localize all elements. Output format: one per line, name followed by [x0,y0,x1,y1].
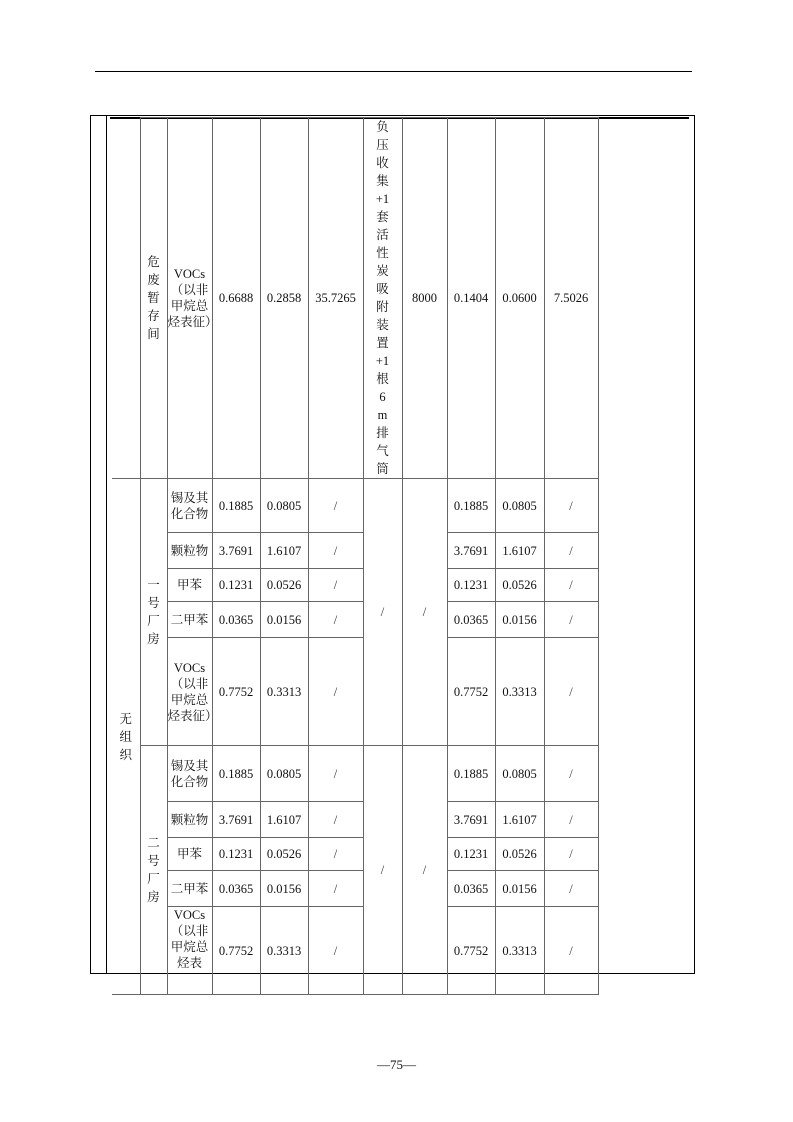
generation-cell: 0.0365 [212,602,260,638]
concentration-cell: / [308,746,363,802]
measure-cell: / [363,746,402,995]
emission-cell: 0.0365 [447,602,495,638]
pollutant-cell: 甲苯 [167,838,212,871]
table-frame-inner-line [106,115,107,974]
concentration-cell: / [308,533,363,569]
rate-cell: 0.2858 [260,118,308,479]
rate-cell: 1.6107 [260,533,308,569]
emission-rate-cell: 1.6107 [495,533,544,569]
emission-conc-cell: / [544,907,598,995]
emission-conc-cell: / [544,638,598,746]
rate-cell: 0.3313 [260,907,308,995]
generation-cell: 3.7691 [212,533,260,569]
emission-conc-cell: / [544,602,598,638]
measure-cell: / [363,479,402,746]
emission-conc-cell: / [544,533,598,569]
generation-cell: 0.0365 [212,871,260,907]
rate-cell: 0.0526 [260,569,308,602]
table-row [112,479,598,533]
generation-cell: 3.7691 [212,802,260,838]
pollutant-cell: 甲苯 [167,569,212,602]
emission-rate-cell: 0.0526 [495,569,544,602]
emission-cell: 0.0365 [447,871,495,907]
pollutant-cell: VOCs（以非甲烷总烃表征） [167,118,212,479]
concentration-cell: / [308,907,363,995]
concentration-cell: / [308,802,363,838]
emission-rate-cell: 0.0805 [495,479,544,533]
emission-rate-cell: 1.6107 [495,802,544,838]
rate-cell: 0.0805 [260,479,308,533]
concentration-cell: / [308,638,363,746]
concentration-cell: / [308,838,363,871]
header-rule [95,71,692,72]
fugitive-category-cell: 无组织 [112,479,140,995]
air-volume-cell: 8000 [402,118,447,479]
emission-conc-cell: 7.5026 [544,118,598,479]
pollutant-cell: 锡及其化合物 [167,746,212,802]
emission-rate-cell: 0.3313 [495,907,544,995]
table-row [112,533,598,569]
emission-rate-cell: 0.0156 [495,871,544,907]
concentration-cell: / [308,871,363,907]
table-row [112,802,598,838]
concentration-cell: 35.7265 [308,118,363,479]
generation-cell: 0.6688 [212,118,260,479]
emission-conc-cell: / [544,479,598,533]
generation-cell: 0.1231 [212,569,260,602]
emission-cell: 0.1404 [447,118,495,479]
rate-cell: 0.0805 [260,746,308,802]
emission-conc-cell: / [544,802,598,838]
generation-cell: 0.7752 [212,907,260,995]
table-row-hazard [112,118,598,479]
emission-cell: 0.1885 [447,479,495,533]
concentration-cell: / [308,569,363,602]
air-volume-cell: / [402,746,447,995]
generation-cell: 0.1231 [212,838,260,871]
pollutant-cell: 锡及其化合物 [167,479,212,533]
plant-name-cell: 一号厂房 [140,479,167,746]
pollutant-cell: 颗粒物 [167,533,212,569]
emission-rate-cell: 0.0526 [495,838,544,871]
emission-rate-cell: 0.0156 [495,602,544,638]
concentration-cell: / [308,479,363,533]
rate-cell: 1.6107 [260,802,308,838]
source-cell: 危废暂存间 [140,118,167,479]
emission-rate-cell: 0.3313 [495,638,544,746]
pollutant-cell: VOCs（以非甲烷总烃表 [167,907,212,995]
generation-cell: 0.1885 [212,746,260,802]
emission-rate-cell: 0.0805 [495,746,544,802]
measure-cell: 负压收集+1套活性炭吸附装置+1根6m排气筒 [363,118,402,479]
plant-name-cell: 二号厂房 [140,746,167,995]
emissions-table [112,117,599,995]
table-row [112,746,598,802]
table-row [112,569,598,602]
emission-cell: 0.7752 [447,638,495,746]
pollutant-cell: 二甲苯 [167,871,212,907]
blank-category-cell [112,118,140,479]
emission-cell: 0.1231 [447,838,495,871]
emission-conc-cell: / [544,569,598,602]
rate-cell: 0.0526 [260,838,308,871]
emission-cell: 0.1885 [447,746,495,802]
emission-conc-cell: / [544,871,598,907]
emission-conc-cell: / [544,746,598,802]
emission-cell: 3.7691 [447,802,495,838]
pollutant-cell: 二甲苯 [167,602,212,638]
rate-cell: 0.0156 [260,602,308,638]
rate-cell: 0.3313 [260,638,308,746]
emission-cell: 3.7691 [447,533,495,569]
generation-cell: 0.1885 [212,479,260,533]
page-number: —75— [377,1057,416,1072]
table-row [112,871,598,907]
emission-rate-cell: 0.0600 [495,118,544,479]
table-row [112,907,598,995]
table-row [112,638,598,746]
table-row [112,602,598,638]
pollutant-cell: VOCs（以非甲烷总烃表征） [167,638,212,746]
emission-cell: 0.1231 [447,569,495,602]
emission-cell: 0.7752 [447,907,495,995]
air-volume-cell: / [402,479,447,746]
pollutant-cell: 颗粒物 [167,802,212,838]
table-row [112,838,598,871]
rate-cell: 0.0156 [260,871,308,907]
generation-cell: 0.7752 [212,638,260,746]
emission-conc-cell: / [544,838,598,871]
concentration-cell: / [308,602,363,638]
